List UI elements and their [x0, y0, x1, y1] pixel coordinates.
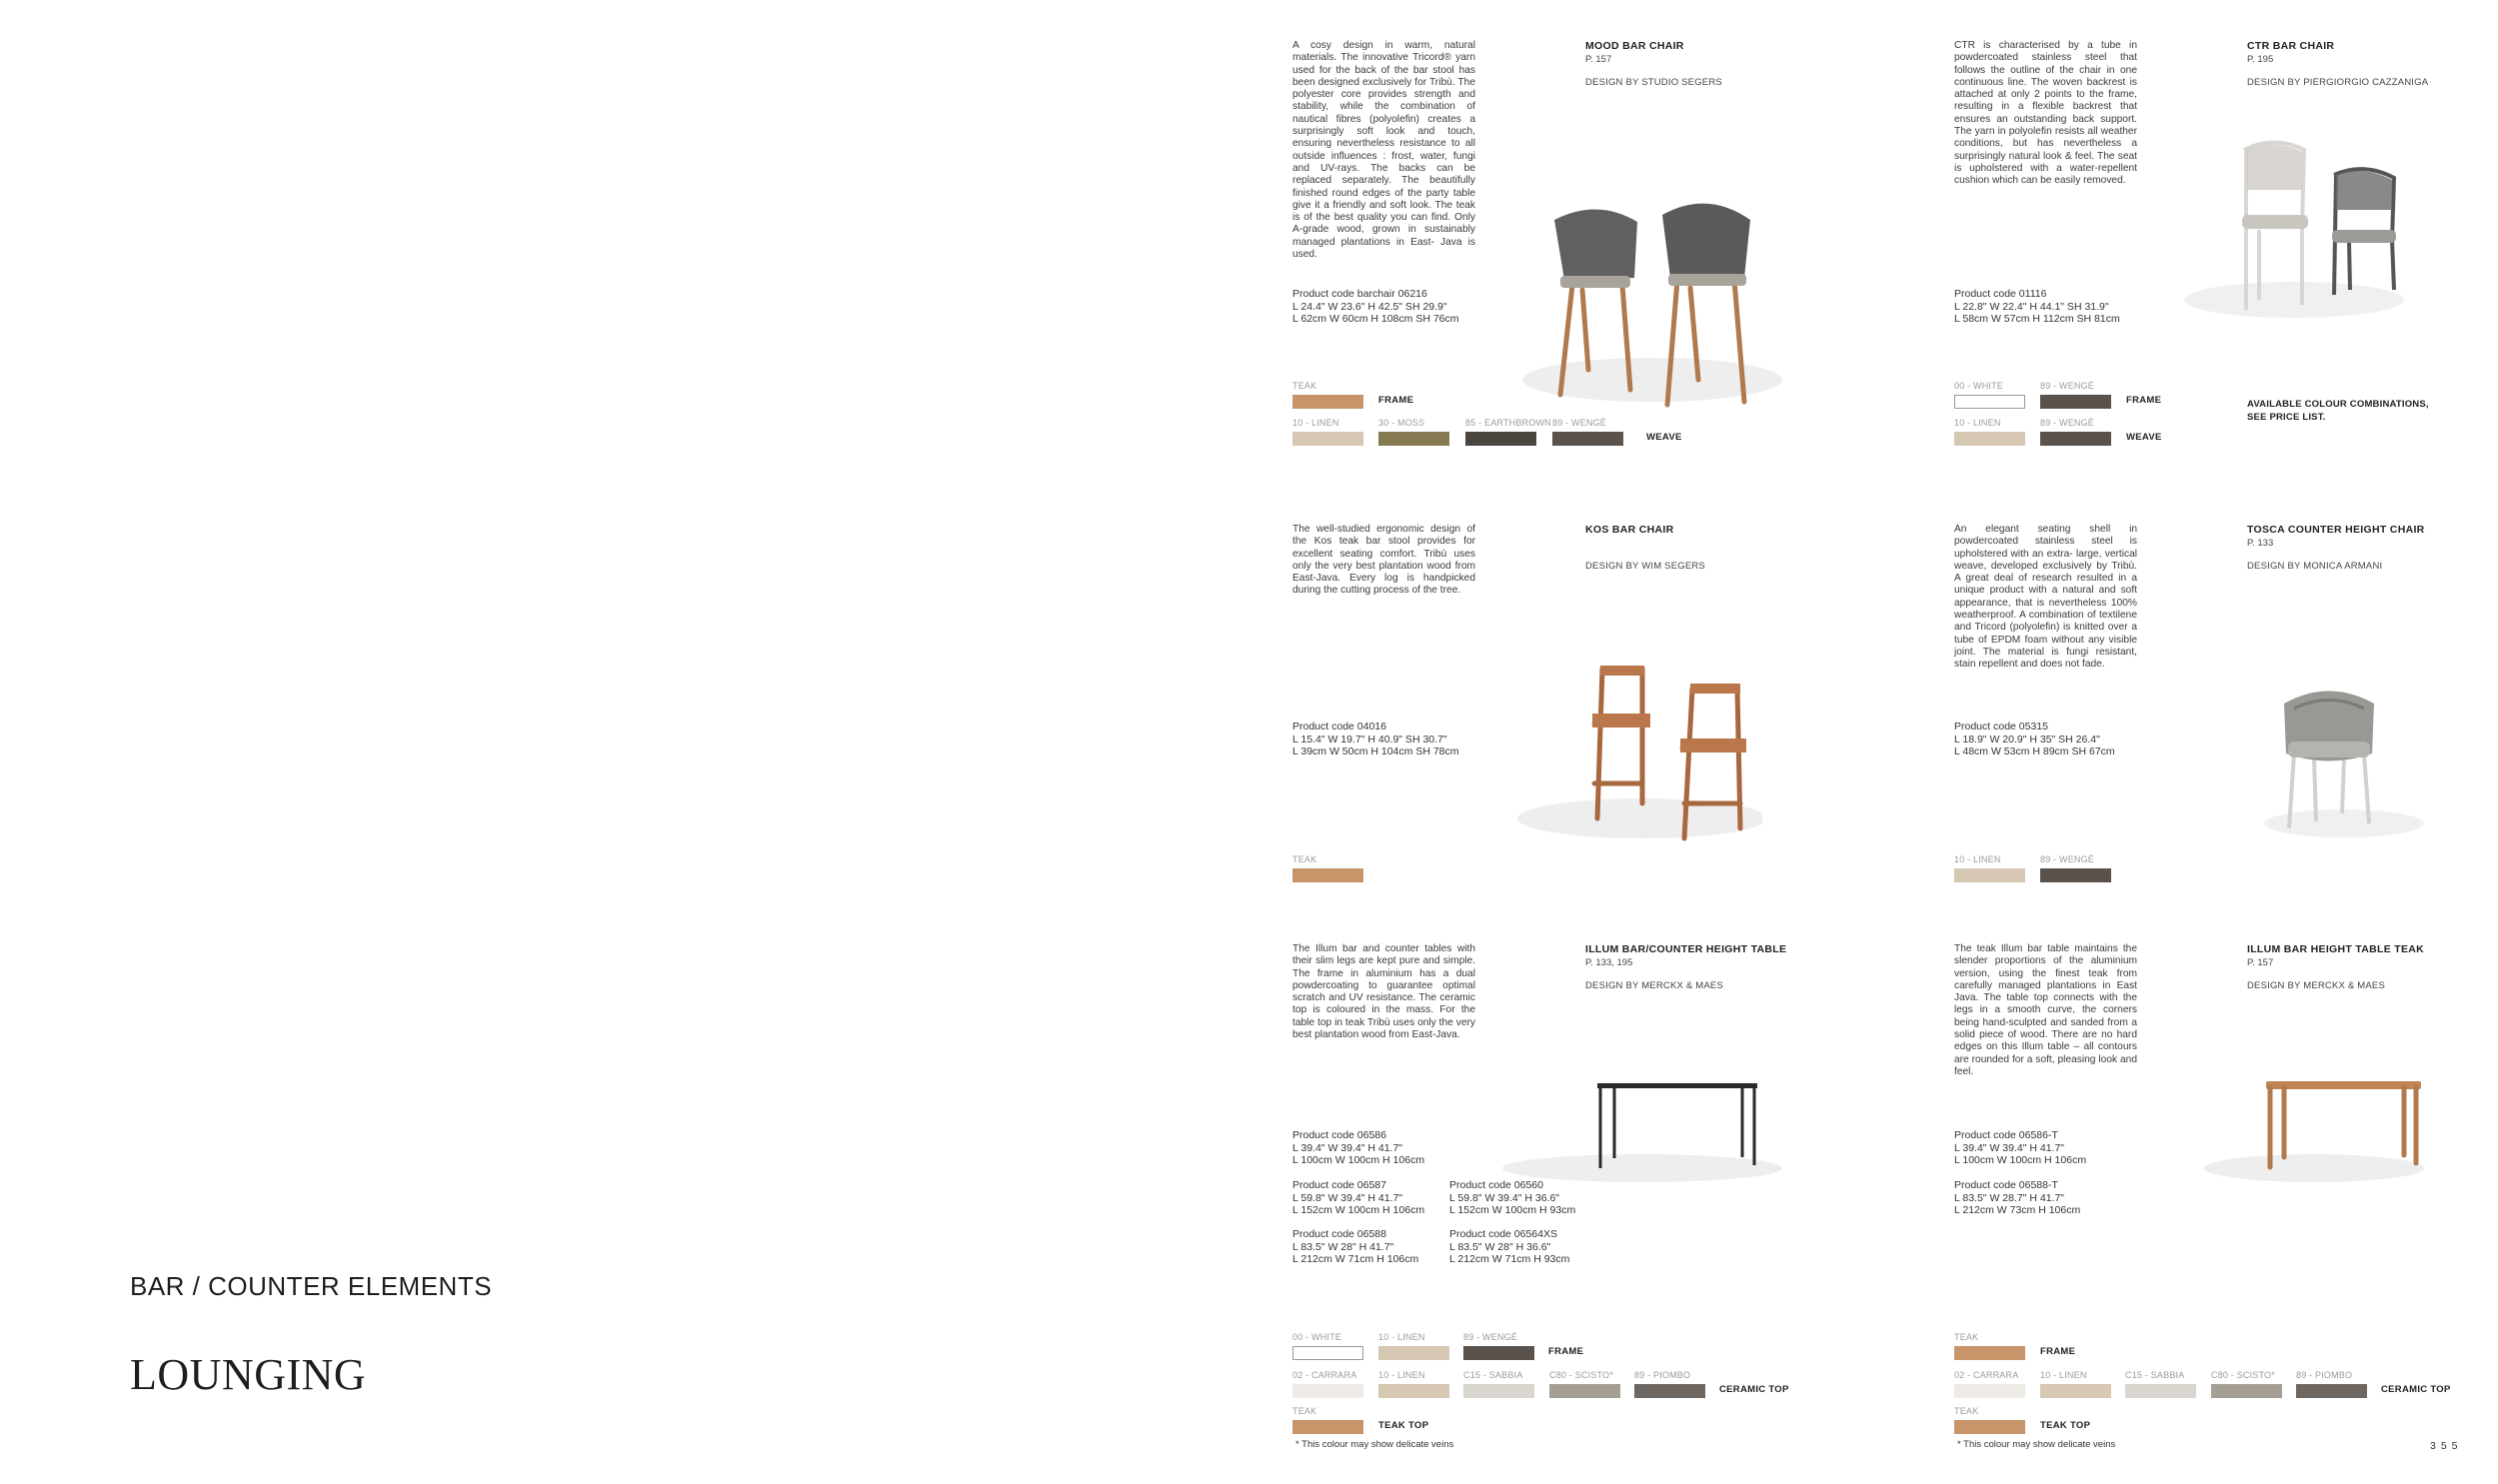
- illum-table-image: [1502, 1073, 1782, 1193]
- color-swatch: [1292, 1331, 1364, 1360]
- dimensions-inches: L 83.5" W 28" H 36.6": [1449, 1240, 1551, 1253]
- swatch-label: TEAK: [1292, 1406, 1317, 1416]
- product-code: Product code 06586: [1292, 1129, 1386, 1141]
- swatch-label: 00 - WHITE: [1954, 381, 2004, 391]
- product-illum-teak-table: [1954, 943, 2498, 1453]
- product-name: KOS BAR CHAIR: [1585, 524, 1674, 536]
- swatch-chip: [1634, 1384, 1705, 1398]
- color-swatch: [1954, 1405, 2026, 1434]
- designer-credit: DESIGN BY STUDIO SEGERS: [1585, 77, 1722, 88]
- swatch-label: 10 - LINEN: [2040, 1370, 2087, 1380]
- dimensions-cm: L 62cm W 60cm H 108cm SH 76cm: [1292, 313, 1459, 326]
- dimensions-cm: L 100cm W 100cm H 106cm: [1292, 1154, 1425, 1167]
- color-swatch: [1292, 853, 1364, 882]
- section-title: LOUNGING: [130, 1350, 367, 1399]
- tosca-chair-image: [2254, 674, 2424, 853]
- color-swatch: [1954, 1369, 2026, 1398]
- swatch-label: 89 - PIOMBO: [1634, 1370, 1691, 1380]
- colour-footnote: * This colour may show delicate veins: [1957, 1439, 2116, 1450]
- product-code-block: [1954, 288, 2120, 326]
- dimensions-cm: L 212cm W 71cm H 93cm: [1449, 1253, 1570, 1266]
- swatch-label: 00 - WHITE: [1292, 1332, 1342, 1342]
- color-swatch: [1292, 417, 1364, 446]
- dimensions-cm: L 212cm W 71cm H 106cm: [1292, 1253, 1419, 1266]
- ctr-bar-chair-image: [2184, 130, 2424, 350]
- swatch-label: 02 - CARRARA: [1292, 1370, 1357, 1380]
- page-reference: P. 157: [1585, 54, 1612, 65]
- swatch-chip: [1954, 432, 2025, 446]
- product-illum-table: [1292, 943, 1902, 1453]
- swatch-label: 85 - EARTHBROWN: [1465, 418, 1551, 428]
- color-swatch: [1378, 417, 1450, 446]
- dimensions-inches: L 15.4" W 19.7" H 40.9" SH 30.7": [1292, 733, 1447, 745]
- dimensions-cm: L 100cm W 100cm H 106cm: [1954, 1154, 2087, 1167]
- page-number: 355: [2430, 1440, 2463, 1452]
- color-swatch: [2125, 1369, 2197, 1398]
- product-name: CTR BAR CHAIR: [2247, 40, 2335, 52]
- color-swatch: [1552, 417, 1624, 446]
- color-swatch: [1954, 853, 2026, 882]
- ceramic-top-label: CERAMIC TOP: [2381, 1384, 2451, 1395]
- dimensions-inches: L 83.5" W 28" H 41.7": [1292, 1240, 1394, 1253]
- swatch-chip: [2040, 1384, 2111, 1398]
- product-code-block: [1292, 288, 1459, 326]
- dimensions-inches: L 24.4" W 23.6" H 42.5" SH 29.9": [1292, 300, 1447, 313]
- swatch-chip: [1463, 1384, 1534, 1398]
- dimensions-inches: L 39.4" W 39.4" H 41.7": [1954, 1141, 2065, 1154]
- color-swatch: [1634, 1369, 1706, 1398]
- product-code: Product code 06560: [1449, 1179, 1543, 1191]
- page-reference: P. 133, 195: [1585, 957, 1633, 968]
- swatch-chip: [1378, 1346, 1449, 1360]
- color-swatch: [1954, 380, 2026, 409]
- frame-label: FRAME: [2040, 1346, 2076, 1357]
- swatch-chip: [1292, 1420, 1363, 1434]
- dimensions-cm: L 39cm W 50cm H 104cm SH 78cm: [1292, 745, 1459, 758]
- dimensions-inches: L 59.8" W 39.4" H 36.6": [1449, 1191, 1560, 1204]
- product-code: Product code 06588-T: [1954, 1179, 2058, 1191]
- product-code-block: [1954, 1129, 2086, 1167]
- dimensions-inches: L 22.8" W 22.4" H 44.1" SH 31.9": [1954, 300, 2109, 313]
- available-colour-note: [2247, 398, 2429, 424]
- swatch-chip: [2125, 1384, 2196, 1398]
- page-reference: P. 133: [2247, 538, 2274, 549]
- page-reference: P. 157: [2247, 957, 2274, 968]
- designer-credit: DESIGN BY MERCKX & MAES: [2247, 980, 2385, 991]
- product-code-block: [1292, 1179, 1424, 1217]
- swatch-chip: [1378, 1384, 1449, 1398]
- dimensions-cm: L 212cm W 73cm H 106cm: [1954, 1204, 2081, 1217]
- ceramic-top-label: CERAMIC TOP: [1719, 1384, 1789, 1395]
- product-name: ILLUM BAR HEIGHT TABLE TEAK: [2247, 943, 2425, 955]
- dimensions-inches: L 39.4" W 39.4" H 41.7": [1292, 1141, 1403, 1154]
- teak-top-label: TEAK TOP: [2040, 1420, 2091, 1431]
- frame-label: FRAME: [1378, 395, 1414, 406]
- color-swatch: [1292, 1369, 1364, 1398]
- color-swatch: [2040, 380, 2112, 409]
- swatch-label: 10 - LINEN: [1292, 418, 1339, 428]
- swatch-label: 10 - LINEN: [1954, 854, 2001, 864]
- product-code-block: [1449, 1228, 1569, 1266]
- swatch-chip: [1954, 868, 2025, 882]
- swatch-label: C15 - SABBIA: [1463, 1370, 1523, 1380]
- swatch-label: TEAK: [1292, 854, 1317, 864]
- designer-credit: DESIGN BY MERCKX & MAES: [1585, 980, 1723, 991]
- frame-label: FRAME: [1548, 1346, 1584, 1357]
- swatch-chip: [1292, 432, 1363, 446]
- dimensions-cm: L 48cm W 53cm H 89cm SH 67cm: [1954, 745, 2115, 758]
- product-code: Product code 06586-T: [1954, 1129, 2058, 1141]
- swatch-label: 30 - MOSS: [1378, 418, 1425, 428]
- available-colour-line: SEE PRICE LIST.: [2247, 412, 2326, 423]
- product-description: The well-studied ergonomic design of the Kos teak bar stool provides for excellent seating comfort. Tribù uses only the very best plantation wood from East-Java. Every log is handpicked during the cutting process of the tree.: [1292, 524, 1475, 597]
- colour-footnote: * This colour may show delicate veins: [1295, 1439, 1454, 1450]
- product-code: Product code 06564XS: [1449, 1228, 1557, 1240]
- product-description: CTR is characterised by a tube in powdercoated stainless steel that follows the outline of the chair in one continuous line. The woven backrest is attached at only 2 points to the frame, resulting in a flexible backrest that ensures an outstanding back support. The yarn in polyolefin resists all weather conditions, but has nevertheless a surprisingly natural look & feel. The seat is upholstered with a water-repellent cushion which can be easily removed.: [1954, 40, 2137, 187]
- swatch-chip: [1292, 1384, 1363, 1398]
- swatch-label: 89 - WENGÉ: [2040, 418, 2095, 428]
- color-swatch: [1954, 417, 2026, 446]
- swatch-chip: [1549, 1384, 1620, 1398]
- dimensions-inches: L 18.9" W 20.9" H 35" SH 26.4": [1954, 733, 2100, 745]
- product-name: TOSCA COUNTER HEIGHT CHAIR: [2247, 524, 2425, 536]
- color-swatch: [2040, 1369, 2112, 1398]
- product-code: Product code 06588: [1292, 1228, 1386, 1240]
- illum-teak-table-image: [2204, 1073, 2434, 1193]
- swatch-chip: [1954, 395, 2025, 409]
- designer-credit: DESIGN BY PIERGIORGIO CAZZANIGA: [2247, 77, 2429, 88]
- page-reference: P. 195: [2247, 54, 2274, 65]
- swatch-chip: [2040, 432, 2111, 446]
- swatch-label: C15 - SABBIA: [2125, 1370, 2185, 1380]
- swatch-chip: [2211, 1384, 2282, 1398]
- swatch-label: 89 - WENGÉ: [1552, 418, 1607, 428]
- available-colour-line: AVAILABLE COLOUR COMBINATIONS,: [2247, 399, 2429, 410]
- swatch-chip: [1465, 432, 1536, 446]
- swatch-chip: [1378, 432, 1449, 446]
- product-description: An elegant seating shell in powdercoated stainless steel is upholstered with an extra- large, vertical weave, developed exclusively by Tribù. A great deal of research resulted in a unique product with a natural and soft appearance, that is nevertheless 100% weatherproof. A combination of textilene and Tricord (polyolefin) is knitted over a tube of EPDM foam without any visible joint. The material is fungi resistant, stain repellent and does not fade.: [1954, 524, 2137, 671]
- swatch-chip: [1954, 1346, 2025, 1360]
- color-swatch: [2040, 853, 2112, 882]
- color-swatch: [1463, 1369, 1535, 1398]
- dimensions-cm: L 152cm W 100cm H 106cm: [1292, 1204, 1425, 1217]
- product-code: Product code 05315: [1954, 721, 2048, 733]
- designer-credit: DESIGN BY WIM SEGERS: [1585, 561, 1705, 572]
- designer-credit: DESIGN BY MONICA ARMANI: [2247, 561, 2383, 572]
- swatch-chip: [1954, 1384, 2025, 1398]
- swatch-label: TEAK: [1292, 381, 1317, 391]
- product-code: Product code 04016: [1292, 721, 1386, 733]
- product-kos-bar-chair: [1292, 524, 1902, 883]
- color-swatch: [2040, 417, 2112, 446]
- product-code-block: [1954, 1179, 2080, 1217]
- product-code: Product code 01116: [1954, 288, 2047, 300]
- swatch-chip: [1552, 432, 1623, 446]
- frame-label: FRAME: [2126, 395, 2162, 406]
- color-swatch: [1465, 417, 1551, 446]
- swatch-chip: [2296, 1384, 2367, 1398]
- product-code-block: [1292, 721, 1459, 758]
- color-swatch: [1378, 1369, 1450, 1398]
- color-swatch: [2296, 1369, 2368, 1398]
- product-code-block: [1292, 1228, 1418, 1266]
- product-tosca-counter-chair: [1954, 524, 2498, 883]
- dimensions-inches: L 83.5" W 28.7" H 41.7": [1954, 1191, 2065, 1204]
- swatch-label: 10 - LINEN: [1954, 418, 2001, 428]
- product-name: MOOD BAR CHAIR: [1585, 40, 1684, 52]
- dimensions-cm: L 58cm W 57cm H 112cm SH 81cm: [1954, 313, 2120, 326]
- teak-top-label: TEAK TOP: [1378, 1420, 1429, 1431]
- swatch-label: C80 - SCISTO*: [1549, 1370, 1613, 1380]
- swatch-label: 89 - WENGÉ: [2040, 854, 2095, 864]
- swatch-label: 89 - WENGÉ: [1463, 1332, 1518, 1342]
- color-swatch: [1463, 1331, 1535, 1360]
- product-code: Product code 06587: [1292, 1179, 1386, 1191]
- product-description: A cosy design in warm, natural materials. The innovative Tricord® yarn used for the back of the bar stool has been designed exclusively for Tribù. The polyester core provides strength and stability, while the combination of nautical fibres (polyolefin) creates a surprisingly soft look and touch, ensuring nevertheless resistance to all outside influences : frost, water, fungi and UV-rays. The backs can be replaced separately. The beautifully finished round edges of the party table give it a friendly and soft look. The teak is of the best quality you can find. Only A-grade wood, grown in sustainably managed plantations in East- Java is used.: [1292, 40, 1475, 261]
- product-description: The Illum bar and counter tables with their slim legs are kept pure and simple. The frame in aluminium has a dual powdercoating to guarantee optimal scratch and UV resistance. The ceramic top is coloured in the mass. For the table top in teak Tribù uses only the very best plantation wood from East-Java.: [1292, 943, 1475, 1041]
- swatch-chip: [2040, 395, 2111, 409]
- swatch-label: C80 - SCISTO*: [2211, 1370, 2275, 1380]
- kos-bar-chair-image: [1502, 654, 1762, 853]
- swatch-label: 10 - LINEN: [1378, 1332, 1425, 1342]
- mood-bar-chair-image: [1502, 180, 1782, 430]
- product-name: ILLUM BAR/COUNTER HEIGHT TABLE: [1585, 943, 1787, 955]
- swatch-label: 89 - WENGÉ: [2040, 381, 2095, 391]
- product-ctr-bar-chair: [1954, 40, 2498, 460]
- swatch-chip: [2040, 868, 2111, 882]
- swatch-chip: [1292, 1346, 1363, 1360]
- product-code: Product code barchair 06216: [1292, 288, 1427, 300]
- swatch-label: 02 - CARRARA: [1954, 1370, 2019, 1380]
- product-code-block: [1954, 721, 2115, 758]
- color-swatch: [1292, 1405, 1364, 1434]
- product-mood-bar-chair: [1292, 40, 1902, 460]
- color-swatch: [1292, 380, 1364, 409]
- color-swatch: [1954, 1331, 2026, 1360]
- swatch-label: 89 - PIOMBO: [2296, 1370, 2353, 1380]
- swatch-label: 10 - LINEN: [1378, 1370, 1425, 1380]
- color-swatch: [1549, 1369, 1621, 1398]
- weave-label: WEAVE: [1646, 432, 1682, 443]
- dimensions-cm: L 152cm W 100cm H 93cm: [1449, 1204, 1576, 1217]
- swatch-chip: [1292, 395, 1363, 409]
- swatch-label: TEAK: [1954, 1406, 1979, 1416]
- section-heading: BAR / COUNTER ELEMENTS: [130, 1271, 493, 1301]
- weave-label: WEAVE: [2126, 432, 2162, 443]
- swatch-chip: [1954, 1420, 2025, 1434]
- dimensions-inches: L 59.8" W 39.4" H 41.7": [1292, 1191, 1403, 1204]
- swatch-label: TEAK: [1954, 1332, 1979, 1342]
- product-description: The teak Illum bar table maintains the slender proportions of the aluminium version, using the finest teak from carefully managed plantations in East Java. The table top connects with the legs in a smooth curve, the corners being hand-sculpted and sanded from a solid piece of wood. There are no hard edges on this Illum table – all contours are rounded for a soft, pleasing look and feel.: [1954, 943, 2137, 1077]
- swatch-chip: [1463, 1346, 1534, 1360]
- color-swatch: [1378, 1331, 1450, 1360]
- color-swatch: [2211, 1369, 2283, 1398]
- product-code-block: [1292, 1129, 1424, 1167]
- swatch-chip: [1292, 868, 1363, 882]
